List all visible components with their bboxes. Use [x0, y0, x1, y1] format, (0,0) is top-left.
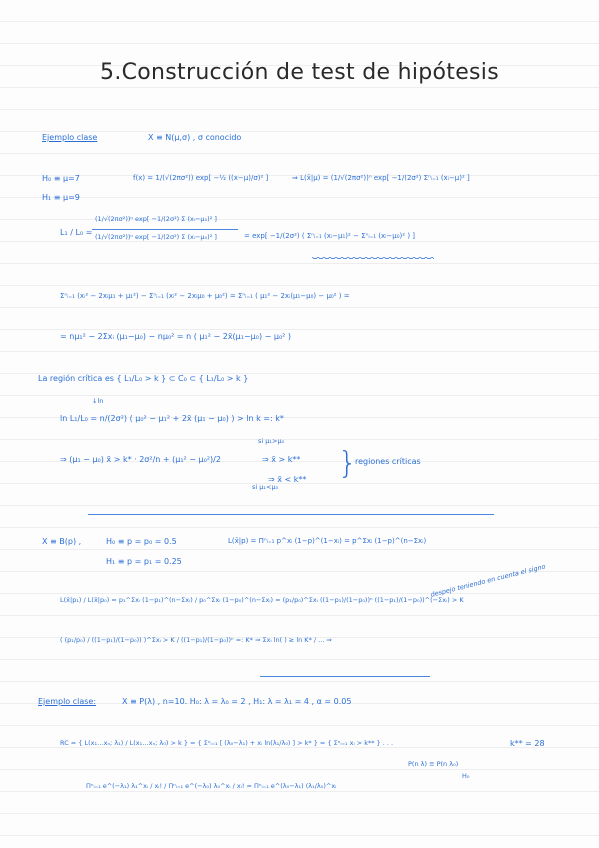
example1-condition-up: si μ₁>μ₀: [258, 437, 285, 445]
example1-sum-expansion: Σⁿᵢ₌₁ (xᵢ² − 2xᵢμ₁ + μ₁²) − Σⁿᵢ₌₁ (xᵢ² − 2xᵢμ₀ + μ₀²) = Σⁿᵢ₌₁ ( μ₁² − 2xᵢ(μ₁−μ₀) − μ₀² ) =: [60, 292, 350, 300]
section-divider-1: [88, 514, 494, 515]
example3-h0-note: H₀: [462, 772, 470, 780]
example1-simplification: = nμ₁² − 2Σxᵢ (μ₁−μ₀) − nμ₀² = n ( μ₁² − 2x̄(μ₁−μ₀) − μ₀² ): [60, 332, 292, 341]
example1-h1: H₁ ≡ μ=9: [42, 193, 80, 202]
example1-label: Ejemplo clase: [42, 133, 98, 142]
example2-step: ( (p₁/p₀) / ((1−p₁)/(1−p₀)) )^Σxᵢ > K / ((1−p₁)/(1−p₀))ⁿ =: K* ⇒ Σxᵢ ln( ) ≥ ln K* / ... ⇒: [60, 636, 332, 644]
example1-model: X ≡ N(μ,σ) , σ conocido: [148, 133, 242, 142]
example1-ratio-denominator: (1/√(2πσ²))ⁿ exp[ −1/(2σ²) Σ (xᵢ−μ₀)² ]: [95, 233, 217, 241]
example1-ratio-lhs: L₁ / L₀ =: [60, 228, 93, 237]
example3-product-ratio: Πⁿᵢ₌₁ e^(−λ₁) λ₁^xᵢ / xᵢ! / Πⁿᵢ₌₁ e^(−λ₀) λ₀^xᵢ / xᵢ! = Πⁿᵢ₌₁ e^(λ₀−λ₁) (λ₁/λ₀)^xᵢ: [86, 782, 337, 790]
example2-note: despejo teniendo en cuenta el signo: [429, 562, 547, 599]
wavy-underline: [312, 257, 434, 261]
fraction-bar: [92, 229, 238, 230]
example1-result-up: ⇒ x̄ > k**: [262, 455, 301, 464]
example1-ln-arrow: ↓ln: [92, 397, 104, 405]
example1-inequality: ⇒ (μ₁ − μ₀) x̄ > k* · 2σ²/n + (μ₁² − μ₀²)/2: [60, 455, 221, 464]
example1-h0: H₀ ≡ μ=7: [42, 174, 80, 183]
example1-critical-region: La región crítica es { L₁/L₀ > k } ⊂ C₀ ⊂ { L₁/L₀ > k }: [38, 374, 249, 383]
example1-result-down: ⇒ x̄ < k**: [268, 475, 307, 484]
section-divider-2: [260, 676, 430, 677]
brace-icon: }: [338, 446, 358, 481]
example1-brace-note: regiones críticas: [355, 457, 421, 466]
example3-critical-region: RC = { L(x₁…xₙ; λ₁) / L(x₁…xₙ; λ₀) > k } = { Σⁿᵢ₌₁ [ (λ₀−λ₁) + xᵢ ln(λ₁/λ₀) ] > k* } = { Σⁿᵢ₌₁ xᵢ > k** } . . .: [60, 739, 394, 747]
example3-model: X ≡ P(λ) , n=10. H₀: λ = λ₀ = 2 , H₁: λ = λ₁ = 4 , α = 0.05: [122, 697, 352, 706]
example3-poisson-note: P(n λ) ≡ P(n λ₀): [408, 760, 459, 768]
example1-log-ratio: ln L₁/L₀ = n/(2σ²) ( μ₀² − μ₁² + 2x̄ (μ₁ − μ₀) ) > ln k =: k*: [60, 414, 284, 423]
example2-h1: H₁ ≡ p = p₁ = 0.25: [106, 557, 182, 566]
example2-likelihood: L(x̄|p) = Πⁿᵢ₌₁ p^xᵢ (1−p)^(1−xᵢ) = p^Σxᵢ (1−p)^(n−Σxᵢ): [228, 537, 427, 545]
page-title: 5.Construcción de test de hipótesis: [100, 60, 499, 85]
example1-ratio-numerator: (1/√(2πσ²))ⁿ exp[ −1/(2σ²) Σ (xᵢ−μ₁)² ]: [95, 215, 217, 223]
example1-likelihood: ⇒ L(x̄|μ) = (1/√(2πσ²))ⁿ exp[ −1/(2σ²) Σⁿᵢ₌₁ (xᵢ−μ)² ]: [292, 174, 470, 182]
example3-label: Ejemplo clase:: [38, 697, 97, 706]
example2-ratio: L(x̄|p₁) / L(x̄|p₀) = p₁^Σxᵢ (1−p₁)^(n−Σxᵢ) / p₀^Σxᵢ (1−p₀)^(n−Σxᵢ) = (p₁/p₀)^Σxᵢ ((1−p₁)/(1−p₀))ⁿ ((1−p₁)/(1−p₀))^(−Σxᵢ) > K: [60, 596, 464, 604]
example2-model: X ≡ B(p) ,: [42, 537, 82, 546]
example1-ratio-rhs: = exp[ −1/(2σ²) ( Σⁿᵢ₌₁ (xᵢ−μ₁)² − Σⁿᵢ₌₁ (xᵢ−μ₀)² ) ]: [244, 232, 416, 240]
example2-h0: H₀ ≡ p = p₀ = 0.5: [106, 537, 177, 546]
example1-condition-down: si μ₁<μ₀: [252, 483, 279, 491]
example1-density: f(x) = 1/(√(2πσ²)) exp[ −½ ((x−μ)/σ)² ]: [133, 174, 269, 182]
example3-k-value: k** = 28: [510, 739, 545, 748]
